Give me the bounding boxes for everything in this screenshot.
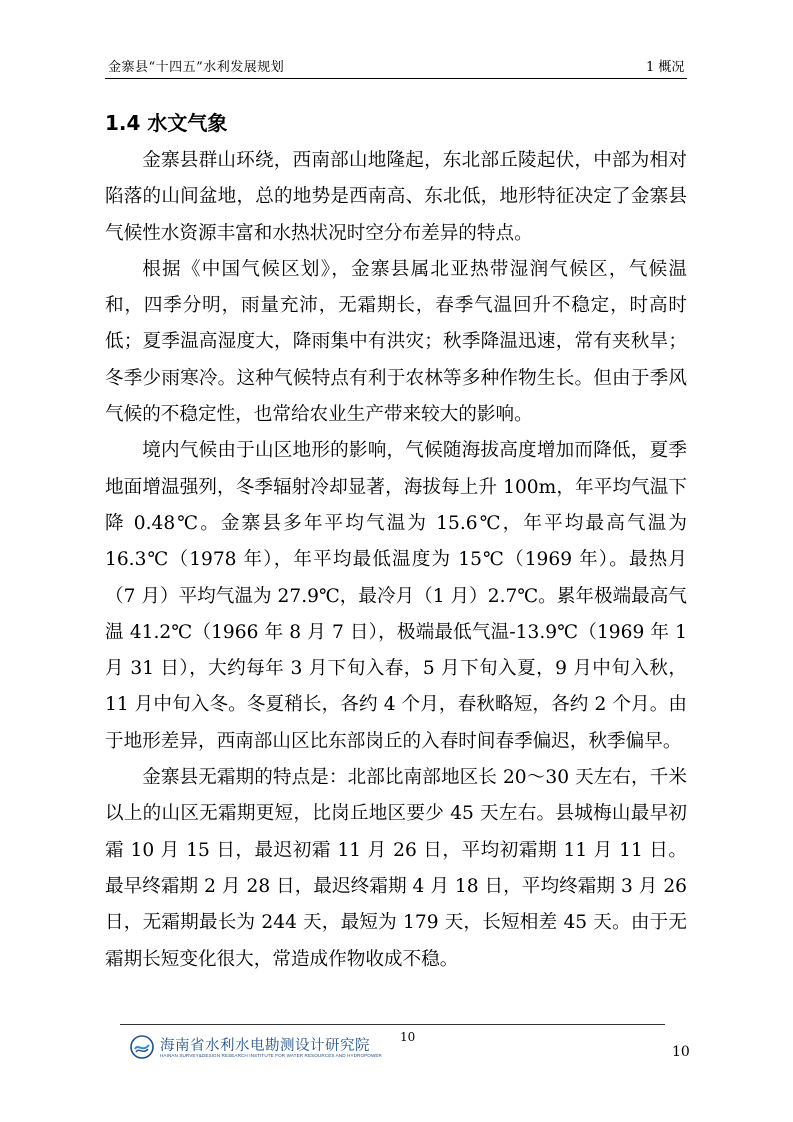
body-text (105, 143, 687, 978)
header-divider (105, 78, 687, 79)
paragraph: 根据《中国气候区划》，金寨县属北亚热带湿润气候区，气候温和，四季分明，雨量充沛，无霜期长，春季气温回升不稳定，时高时低；夏季温高湿度大，降雨集中有洪灾；秋季降温迅速，常有夹秋旱；冬季少雨寒冷。这种气候特点有利于农林等多种作物生长。但由于季风气候的不稳定性，也常给农业生产带来较大的影响。 (105, 258, 687, 426)
footer-org-name-en: HAINAN SURVEY&DESIGN RESEARCH INSTITUTE FOR WATER RESOURCES AND HYDROPOWER (160, 1053, 382, 1058)
footer-divider (120, 1024, 665, 1025)
footer-org-name-cn: 海南省水利水电勘测设计研究院 (160, 1038, 370, 1054)
header-doc-title: 金寨县“十四五”水利发展规划 (108, 60, 285, 75)
paragraph: 金寨县无霜期的特点是：北部比南部地区长 20～30 天左右，千米以上的山区无霜期更短，比岗丘地区要少 45 天左右。县城梅山最早初霜 10 月 15 日，最迟初霜 11 月 26 日，平均初霜期 11 月 11 日。最早终霜期 2 月 28 日，最迟终霜期 4 月 18 日，平均终霜期 3 月 26 日，无霜期最长为 244 天，最短为 179 天，长短相差 45 天。由于无霜期长短变化很大，常造成作物收成不稳。 (105, 767, 687, 970)
paragraph: 金寨县群山环绕，西南部山地隆起，东北部丘陵起伏，中部为相对陷落的山间盆地，总的地势是西南高、东北低，地形特征决定了金寨县气候性水资源丰富和水热状况时空分布差异的特点。 (105, 150, 687, 244)
institute-logo-icon (130, 1035, 154, 1059)
header-chapter: 1 概况 (646, 60, 685, 75)
footer-page-number: 10 (672, 1044, 690, 1060)
footer-page-number-center: 10 (400, 1030, 416, 1044)
section-title: 1.4 水文气象 (105, 111, 228, 135)
paragraph: 境内气候由于山区地形的影响，气候随海拔高度增加而降低，夏季地面增温强列，冬季辐射冷却显著，海拔每上升 100m，年平均气温下降 0.48℃。金寨县多年平均气温为 15.6℃，年平均最高气温为 16.3℃（1978 年），年平均最低温度为 15℃（1969 年）。最热月（7 月）平均气温为 27.9℃，最冷月（1 月）2.7℃。累年极端最高气温 41.2℃（1966 年 8 月 7 日），极端最低气温-13.9℃（1969 年 1 月 31 日），大约每年 3 月下旬入春，5 月下旬入夏，9 月中旬入秋，11 月中旬入冬。冬夏稍长，各约 4 个月，春秋略短，各约 2 个月。由于地形差异，西南部山区比东部岗丘的入春时间春季偏迟，秋季偏早。 (105, 440, 687, 752)
footer-logo (130, 1032, 430, 1062)
